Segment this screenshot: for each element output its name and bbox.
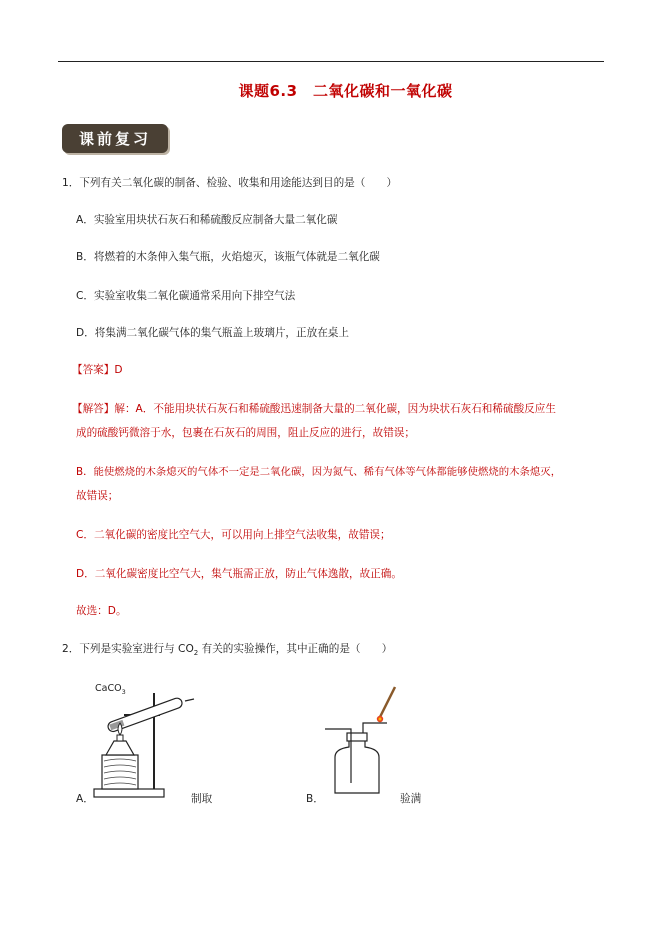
figure-b-gas-bottle [325, 683, 405, 801]
section-badge: 课前复习 [62, 124, 168, 153]
top-rule [58, 61, 604, 62]
figure-b-letter: B． [306, 793, 324, 805]
q1-stem: 1．下列有关二氧化碳的制备、检验、收集和用途能达到目的是（ ） [62, 177, 398, 189]
answer-value: D [114, 364, 123, 376]
figure-a-letter: A． [76, 793, 94, 805]
figure-b-caption: 验满 [400, 793, 422, 805]
q1-analysis-line-7: 故选：D。 [76, 605, 127, 617]
q2-stem: 2．下列是实验室进行与 $CO_2$ 有关的实验操作，其中正确的是（ ） [62, 643, 393, 658]
q1-analysis-line-5: C．二氧化碳的密度比空气大，可以用向上排空气法收集，故错误； [76, 529, 391, 541]
chem-label: CaCO$_3$ [95, 683, 126, 696]
q1-analysis-line-2: 成的硫酸钙微溶于水，包裹在石灰石的周围，阻止反应的进行，故错误； [76, 427, 415, 439]
page-title: 课题6.3 二氧化碳和一氧化碳 [238, 82, 453, 100]
figure-a-heating-apparatus [90, 683, 200, 801]
analysis-text: 解：A．不能用块状石灰石和稀硫酸迅速制备大量的二氧化碳，因为块状石灰石和稀硫酸反应生 [114, 403, 556, 415]
q1-analysis-line-4: 故错误； [76, 490, 119, 502]
q1-option-a: A．实验室用块状石灰石和稀硫酸反应制备大量二氧化碳 [76, 214, 338, 226]
q1-option-c: C．实验室收集二氧化碳通常采用向下排空气法 [76, 290, 296, 302]
q1-analysis-line-6: D．二氧化碳密度比空气大，集气瓶需正放，防止气体逸散，故正确。 [76, 568, 402, 580]
q1-option-b: B．将燃着的木条伸入集气瓶，火焰熄灭，该瓶气体就是二氧化碳 [76, 251, 380, 263]
answer-tag: 【答案】 [72, 364, 115, 376]
heating-apparatus-icon [90, 683, 200, 801]
figure-a-caption: 制取 [191, 793, 213, 805]
gas-bottle-icon [325, 683, 405, 801]
q1-analysis-line-3: B．能使燃烧的木条熄灭的气体不一定是二氧化碳，因为氮气、稀有气体等气体都能够使燃烧的木条熄灭， [76, 466, 562, 478]
q1-answer [72, 362, 123, 378]
q1-option-d: D．将集满二氧化碳气体的集气瓶盖上玻璃片，正放在桌上 [76, 327, 349, 339]
analysis-tag: 【解答】 [72, 403, 115, 415]
q1-analysis-line-1 [72, 401, 556, 417]
